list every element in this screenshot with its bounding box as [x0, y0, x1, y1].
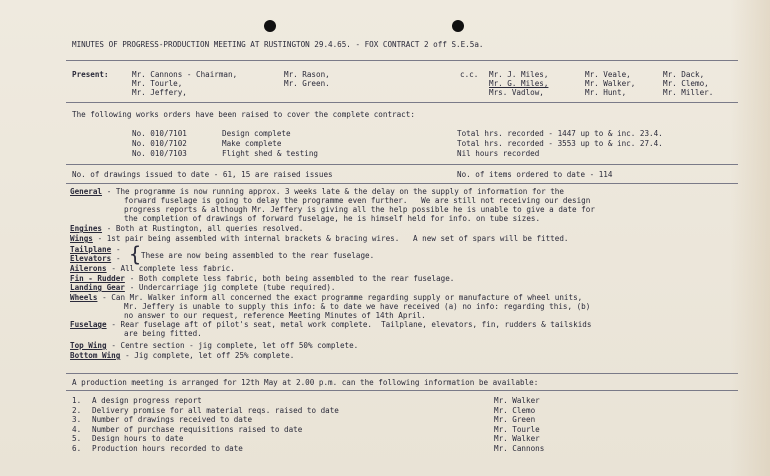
- item-label: Wings: [70, 234, 93, 243]
- divider: [66, 183, 738, 184]
- brace-text: These are now being assembled to the rear fuselage.: [141, 251, 375, 260]
- item-text: are being fitted.: [124, 329, 202, 338]
- item-label: Bottom Wing: [70, 351, 121, 360]
- item-label: Elevators: [70, 254, 112, 263]
- divider: [66, 102, 738, 103]
- present-name: Mr. Rason,: [284, 70, 330, 79]
- item-label: Ailerons: [70, 264, 107, 273]
- cc-name: Mr. Walker,: [585, 79, 636, 88]
- works-order-no: No. 010/7103: [132, 149, 187, 158]
- meeting-note: A production meeting is arranged for 12th May at 2.00 p.m. can the following information be available:: [72, 378, 539, 387]
- item-text: forward fuselage is going to delay the programme even further. We are still not receiving our design: [124, 196, 591, 205]
- item-text: - The programme is now running approx. 3 weeks late & the delay on the supply of information for the: [102, 187, 564, 196]
- cc-name: Mr. Hunt,: [585, 88, 627, 97]
- action-owner: Mr. Clemo: [494, 405, 536, 415]
- item-text: - Undercarriage jig complete (tube required).: [125, 283, 336, 292]
- item-label: Engines: [70, 224, 103, 233]
- item-text: -: [111, 254, 121, 263]
- works-order-desc: Design complete: [222, 129, 291, 138]
- item-text: -: [111, 245, 121, 254]
- action-owner: Mr. Cannons: [494, 443, 545, 453]
- action-number: 6.: [72, 443, 82, 453]
- item-text: - Can Mr. Walker inform all concerned the exact programme regarding supply or manufacture of wheel units,: [97, 293, 583, 302]
- cc-name: Mr. Miller.: [663, 88, 714, 97]
- action-owner: Mr. Green: [494, 415, 536, 424]
- present-name: Mr. Green.: [284, 79, 330, 88]
- action-owner: Mr. Walker: [494, 396, 540, 405]
- works-order-hours: Total hrs. recorded - 3553 up to & inc. 27.4.: [457, 139, 663, 148]
- present-name: Mr. Cannons - Chairman,: [132, 70, 238, 79]
- item-text: - Both complete less fabric, both being assembled to the rear fuselage.: [125, 274, 455, 283]
- divider: [66, 164, 738, 165]
- items-ordered: No. of items ordered to date - 114: [457, 170, 613, 179]
- item-label: Fin - Rudder: [70, 274, 125, 283]
- cc-name: Mr. Veale,: [585, 70, 631, 79]
- paper-stain: [730, 0, 770, 476]
- cc-name: Mr. Clemo,: [663, 79, 709, 88]
- item-label: Top Wing: [70, 341, 107, 350]
- cc-name: Mr. J. Miles,: [489, 70, 549, 79]
- cc-name: Mr. G. Miles,: [489, 79, 549, 88]
- action-owner: Mr. Walker: [494, 434, 540, 443]
- works-orders-intro: The following works orders have been raised to cover the complete contract:: [72, 110, 415, 119]
- item-text: - Jig complete, let off 25% complete.: [120, 351, 295, 360]
- divider: [66, 60, 738, 61]
- punch-hole: [452, 20, 464, 32]
- drawings-issued: No. of drawings issued to date - 61, 15 are raised issues: [72, 170, 333, 179]
- action-number: 4.: [72, 424, 82, 434]
- action-number: 5.: [72, 434, 82, 443]
- item-text: no answer to our request, reference Meeting Minutes of 14th April.: [124, 311, 426, 320]
- action-number: 2.: [72, 405, 82, 415]
- item-text: - 1st pair being assembled with internal brackets & bracing wires. A new set of spars will be fitted.: [93, 234, 569, 243]
- works-order-desc: Flight shed & testing: [222, 149, 319, 158]
- present-name: Mr. Tourle,: [132, 79, 183, 88]
- item-text: Mr. Jeffery is unable to supply this info: & to date we have received (a) no info: regarding this, (b): [124, 302, 591, 311]
- action-text: A design progress report: [92, 396, 202, 405]
- cc-name: Mr. Dack,: [663, 70, 705, 79]
- brace-glyph: {: [129, 242, 142, 266]
- divider: [66, 390, 738, 391]
- item-label: Landing Gear: [70, 283, 125, 292]
- action-text: Production hours recorded to date: [92, 443, 243, 453]
- cc-name: Mrs. Vadlow,: [489, 88, 544, 97]
- works-order-hours: Total hrs. recorded - 1447 up to & inc. 23.4.: [457, 129, 663, 138]
- action-text: Number of purchase requisitions raised to date: [92, 424, 303, 434]
- divider: [66, 373, 738, 374]
- punch-hole: [264, 20, 276, 32]
- present-name: Mr. Jeffery,: [132, 88, 187, 97]
- present-label: Present:: [72, 70, 109, 79]
- item-text: - Rear fuselage aft of pilot's seat, metal work complete. Tailplane, elevators, fin, rudders & tailskids: [106, 320, 592, 329]
- action-number: 3.: [72, 415, 82, 424]
- document-title: MINUTES OF PROGRESS-PRODUCTION MEETING AT RUSTINGTON 29.4.65. - FOX CONTRACT 2 off S.E.5a.: [72, 40, 484, 49]
- action-text: Number of drawings received to date: [92, 415, 253, 424]
- action-owner: Mr. Tourle: [494, 424, 540, 434]
- item-text: - Both at Rustington, all queries resolved.: [102, 224, 304, 233]
- item-text: the completion of drawings of forward fuselage, he is himself held for info. on tube sizes.: [124, 214, 541, 223]
- action-number: 1.: [72, 396, 82, 405]
- action-text: Delivery promise for all material reqs. raised to date: [92, 405, 339, 415]
- action-text: Design hours to date: [92, 434, 184, 443]
- item-text: - All complete less fabric.: [106, 264, 235, 273]
- cc-label: c.c.: [460, 70, 479, 79]
- item-label: Wheels: [70, 293, 98, 302]
- works-order-no: No. 010/7101: [132, 129, 187, 138]
- works-order-no: No. 010/7102: [132, 139, 187, 148]
- item-label: Tailplane: [70, 245, 112, 254]
- item-label: Fuselage: [70, 320, 107, 329]
- item-label: General: [70, 187, 103, 196]
- item-text: progress reports & although Mr. Jeffery is giving all the help possible he is unable to give a date for: [124, 205, 595, 214]
- works-order-desc: Make complete: [222, 139, 282, 148]
- item-text: - Centre section - jig complete, let off 50% complete.: [106, 341, 359, 350]
- works-order-hours: Nil hours recorded: [457, 149, 540, 158]
